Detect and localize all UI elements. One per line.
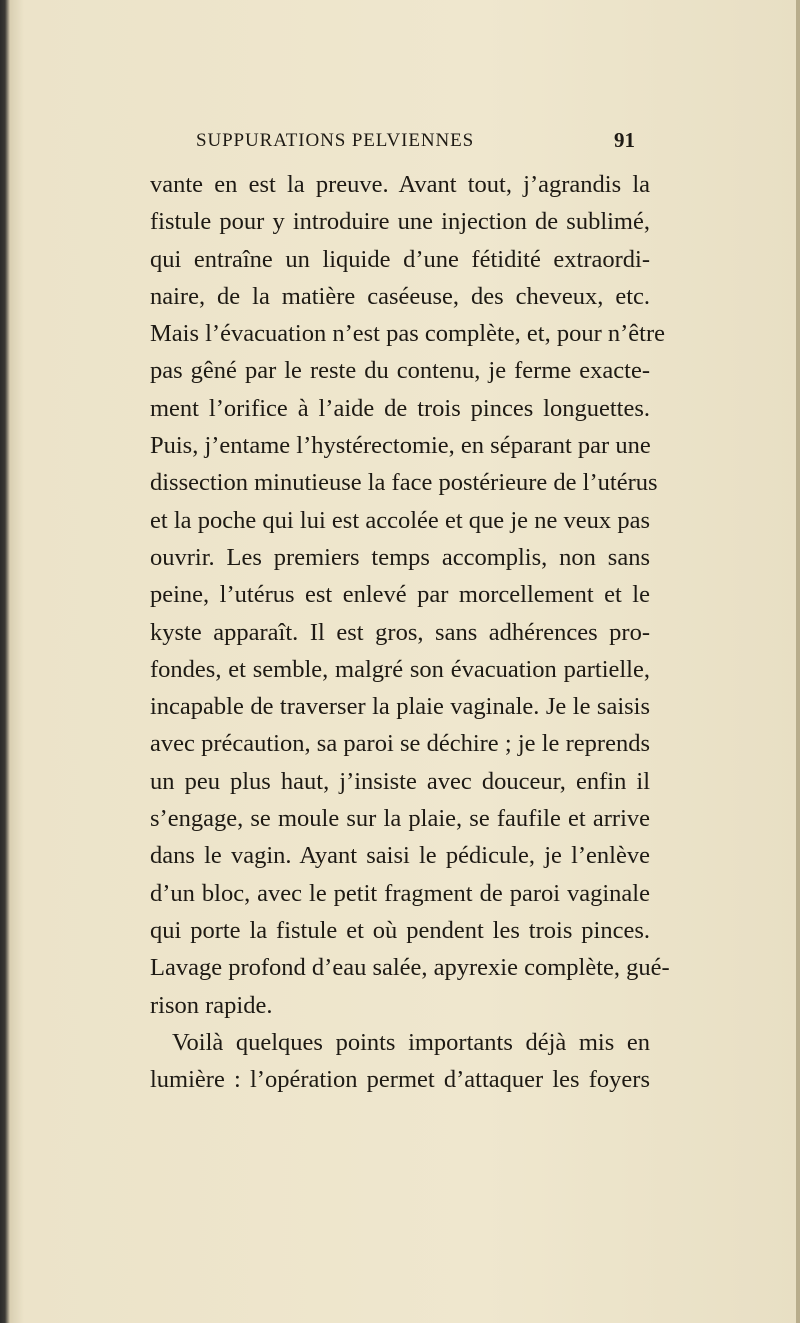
text-line: qui entraîne un liquide d’une fétidité extraordi- bbox=[150, 245, 650, 273]
text-line: Lavage profond d’eau salée, apyrexie complète, gué- bbox=[150, 954, 670, 982]
text-line: lumière : l’opération permet d’attaquer les foyers bbox=[150, 1066, 650, 1094]
text-line: pas gêné par le reste du contenu, je ferme exacte- bbox=[150, 357, 650, 385]
text-line: ment l’orifice à l’aide de trois pinces longuettes. bbox=[150, 394, 650, 422]
running-title: SUPPURATIONS PELVIENNES bbox=[196, 130, 475, 151]
text-line: ouvrir. Les premiers temps accomplis, non sans bbox=[150, 543, 650, 571]
page-edge bbox=[796, 0, 800, 1323]
text-line: Puis, j’entame l’hystérectomie, en séparant par une bbox=[150, 432, 651, 460]
text-line: et la poche qui lui est accolée et que je ne veux pas bbox=[150, 506, 650, 534]
page-header bbox=[196, 130, 796, 160]
text-line: avec précaution, sa paroi se déchire ; je le reprends bbox=[150, 730, 650, 758]
text-line: s’engage, se moule sur la plaie, se faufile et arrive bbox=[150, 805, 650, 833]
text-line: un peu plus haut, j’insiste avec douceur, enfin il bbox=[150, 767, 650, 795]
text-line: fondes, et semble, malgré son évacuation partielle, bbox=[150, 655, 650, 683]
text-line: incapable de traverser la plaie vaginale. Je le saisis bbox=[150, 693, 650, 721]
text-line: d’un bloc, avec le petit fragment de paroi vaginale bbox=[150, 879, 650, 907]
text-line: Voilà quelques points importants déjà mis en bbox=[172, 1028, 650, 1056]
text-line: fistule pour y introduire une injection de sublimé, bbox=[150, 208, 650, 236]
text-line: dissection minutieuse la face postérieure de l’utérus bbox=[150, 469, 658, 497]
text-line: Mais l’évacuation n’est pas complète, et, pour n’être bbox=[150, 320, 665, 348]
text-line: dans le vagin. Ayant saisi le pédicule, je l’enlève bbox=[150, 842, 650, 870]
text-line: rison rapide. bbox=[150, 991, 273, 1019]
text-line: qui porte la fistule et où pendent les trois pinces. bbox=[150, 916, 650, 944]
text-line: peine, l’utérus est enlevé par morcellement et le bbox=[150, 581, 650, 609]
body-text bbox=[150, 166, 670, 1098]
text-line: vante en est la preuve. Avant tout, j’agrandis la bbox=[150, 171, 650, 198]
text-line: kyste apparaît. Il est gros, sans adhérences pro- bbox=[150, 618, 650, 646]
text-line: naire, de la matière caséeuse, des cheveux, etc. bbox=[150, 282, 650, 310]
page-number: 91 bbox=[614, 128, 635, 152]
